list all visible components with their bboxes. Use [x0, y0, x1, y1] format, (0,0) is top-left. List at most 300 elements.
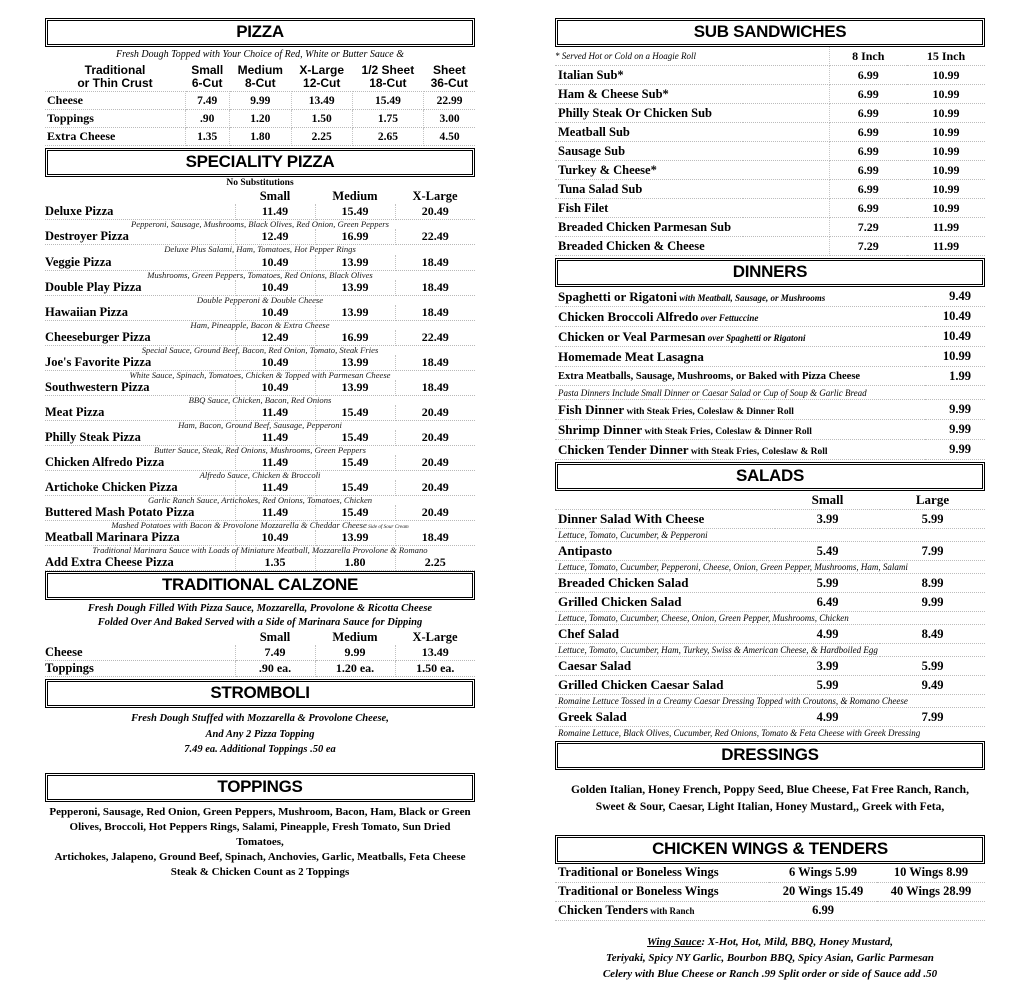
specialty-item-name: Chicken Alfredo Pizza: [45, 455, 235, 471]
table-row: [45, 229, 475, 245]
salads-col-small: Small: [811, 492, 844, 508]
section-banner-specialty: [45, 148, 475, 177]
table-row: [45, 455, 475, 471]
specialty-item-name: Meatball Marinara Pizza: [45, 530, 235, 546]
table-row: Cheese 7.49 9.99 13.49: [45, 645, 475, 661]
dinner-item-subtext: with Meatball, Sausage, or Mushrooms: [676, 292, 826, 303]
table-row: [555, 625, 985, 644]
sub-price-8inch: 6.99: [829, 123, 907, 142]
dressings-body: [555, 770, 985, 817]
sub-price-15inch: 10.99: [907, 180, 985, 199]
table-row-description: [45, 295, 475, 305]
table-row: [555, 237, 985, 256]
toppings-title: TOPPINGS: [47, 775, 473, 800]
sub-price-15inch: 10.99: [907, 85, 985, 104]
specialty-item-name: Joe's Favorite Pizza: [45, 355, 235, 371]
section-banner-stromboli: [45, 679, 475, 708]
subs-col-15inch: 15 Inch: [907, 47, 985, 66]
calzone-caption-2: Folded Over And Baked Served with a Side of Marinara Sauce for Dipping: [97, 617, 423, 629]
table-row-description: [555, 561, 985, 574]
table-row-description: [555, 612, 985, 625]
table-row: [45, 430, 475, 446]
salad-price-small: 3.99: [775, 510, 880, 529]
table-row-description: [45, 245, 475, 255]
toppings-body: [45, 802, 475, 879]
table-row-description: [45, 345, 475, 355]
specialty-price-medium: 13.99: [315, 255, 395, 271]
sub-item-name: Ham & Cheese Sub*: [555, 85, 743, 104]
salad-price-small: 4.99: [775, 625, 880, 644]
dinner-item-price: 9.99: [925, 400, 985, 420]
specialty-item-name: Double Play Pizza: [45, 280, 235, 296]
section-banner-salads: [555, 462, 985, 491]
spacer-cell: [743, 85, 829, 104]
table-row: [45, 405, 475, 421]
specialty-item-name: Destroyer Pizza: [45, 229, 235, 245]
sub-price-15inch: 10.99: [907, 142, 985, 161]
pizza-price-table: [45, 63, 475, 147]
stromboli-line-2: And Any 2 Pizza Topping: [205, 728, 315, 740]
calzone-col-small: Small: [259, 630, 291, 645]
salad-item-description: Lettuce, Tomato, Cucumber, Ham, Turkey, Swiss & American Cheese, & Hardboiled Egg: [558, 645, 878, 656]
salad-item-name: Breaded Chicken Salad: [555, 574, 775, 593]
specialty-price-small: 10.49: [235, 380, 315, 396]
specialty-price-medium: 15.49: [315, 505, 395, 521]
specialty-item-description: Mashed Potatoes with Bacon & Provolone Mozzarella & Cheddar Cheese Side of Sour Cream: [111, 519, 409, 530]
table-row: [555, 542, 985, 561]
specialty-col-xlarge: X-Large: [412, 189, 458, 204]
spacer-cell: [743, 180, 829, 199]
sub-item-name: Turkey & Cheese*: [555, 161, 743, 180]
dinner-extra-price: 1.99: [925, 367, 985, 386]
table-row-description: [45, 220, 475, 230]
table-row: [45, 204, 475, 220]
spacer-cell: [743, 123, 829, 142]
specialty-price-medium: 15.49: [315, 430, 395, 446]
specialty-item-description: Special Sauce, Ground Beef, Bacon, Red Onion, Tomato, Steak Fries: [141, 344, 379, 355]
specialty-price-small: 12.49: [235, 330, 315, 346]
pizza-col-small: Small 6-Cut: [191, 62, 224, 90]
table-row: [555, 104, 985, 123]
subs-col-8inch: 8 Inch: [829, 47, 907, 66]
specialty-price-medium: 16.99: [315, 330, 395, 346]
sub-price-15inch: 11.99: [907, 218, 985, 237]
specialty-price-small: 11.49: [235, 204, 315, 220]
salad-item-description: Lettuce, Tomato, Cucumber, Cheese, Onion, Green Pepper, Mushrooms, Chicken: [558, 613, 849, 624]
section-banner-dressings: [555, 741, 985, 770]
salad-price-large: 9.99: [880, 593, 985, 612]
salad-price-small: 3.99: [775, 657, 880, 676]
table-row: [555, 400, 985, 420]
sub-item-name: Tuna Salad Sub: [555, 180, 743, 199]
pizza-col-medium: Medium 8-Cut: [237, 62, 283, 90]
section-banner-calzone: [45, 571, 475, 600]
sub-price-8inch: 7.29: [829, 218, 907, 237]
sub-price-15inch: 10.99: [907, 66, 985, 85]
pizza-col-crust: Traditional or Thin Crust: [77, 62, 153, 90]
table-row: [45, 530, 475, 546]
table-row: [555, 327, 985, 347]
wings-item-name: Traditional or Boneless Wings: [555, 864, 769, 883]
specialty-price-small: 11.49: [235, 405, 315, 421]
specialty-item-description: Garlic Ranch Sauce, Artichokes, Red Onions, Tomatoes, Chicken: [147, 494, 373, 505]
table-row: [555, 367, 985, 386]
specialty-item-name: Add Extra Cheese Pizza: [45, 555, 235, 571]
specialty-item-description: Double Pepperoni & Double Cheese: [196, 294, 324, 305]
specialty-item-description: Deluxe Plus Salami, Ham, Tomatoes, Hot Pepper Rings: [164, 244, 356, 255]
wing-sauce-label: Wing Sauce: [647, 935, 702, 948]
calzone-title: TRADITIONAL CALZONE: [47, 573, 473, 598]
table-row-description: [555, 644, 985, 657]
toppings-line-2: Olives, Broccoli, Hot Peppers Rings, Salami, Pineapple, Fresh Tomato, Sun Dried Tomatoes,: [69, 821, 451, 848]
table-row: [555, 123, 985, 142]
dinner-item-price: 9.99: [925, 440, 985, 460]
table-row-description: [45, 470, 475, 480]
table-row: [555, 882, 985, 901]
table-row: [45, 330, 475, 346]
table-row-description: [555, 695, 985, 708]
specialty-note: No Substitutions: [226, 178, 294, 189]
subs-title: SUB SANDWICHES: [557, 20, 983, 45]
specialty-item-description: Pepperoni, Sausage, Mushrooms, Black Olives, Red Onion, Green Peppers: [131, 219, 389, 230]
pizza-header-row: [45, 63, 475, 92]
salads-items-table: [555, 509, 985, 739]
table-row: [555, 85, 985, 104]
sub-price-15inch: 10.99: [907, 199, 985, 218]
specialty-col-small: Small: [259, 189, 291, 204]
wings-price-col-1: 6.99: [769, 901, 877, 920]
wings-item-name: Traditional or Boneless Wings: [555, 882, 769, 901]
table-row-description: [45, 270, 475, 280]
table-row-description: [45, 395, 475, 405]
dinner-item-price: 10.99: [925, 347, 985, 367]
specialty-item-description-micro: Side of Sour Cream: [366, 523, 409, 530]
table-row: [555, 593, 985, 612]
dinners-table: [555, 287, 985, 460]
subs-header-row: [555, 47, 985, 66]
salad-price-large: 5.99: [880, 510, 985, 529]
salad-item-name: Grilled Chicken Caesar Salad: [555, 676, 775, 695]
specialty-price-medium: 15.49: [315, 405, 395, 421]
salads-header-table: [555, 491, 985, 509]
specialty-price-small: 11.49: [235, 505, 315, 521]
salad-price-small: 6.49: [775, 593, 880, 612]
stromboli-line-1: Fresh Dough Stuffed with Mozzarella & Provolone Cheese,: [131, 713, 389, 725]
table-row: [45, 255, 475, 271]
salad-price-large: 8.49: [880, 625, 985, 644]
specialty-item-description: Traditional Marinara Sauce with Loads of Miniature Meatball, Mozzarella Provolone & Romano: [92, 545, 428, 556]
wings-price-col-2: [877, 901, 985, 920]
specialty-price-medium: 13.99: [315, 380, 395, 396]
table-row-description: [45, 520, 475, 530]
table-row: [45, 480, 475, 496]
specialty-item-name: Artichoke Chicken Pizza: [45, 480, 235, 496]
stromboli-title: STROMBOLI: [47, 681, 473, 706]
table-row-description: [45, 546, 475, 556]
stromboli-line-3: 7.49 ea. Additional Toppings .50 ea: [184, 743, 336, 755]
dinner-item-name: Chicken or Veal Parmesan over Spaghetti or Rigatoni: [555, 327, 925, 347]
wings-price-col-2: 40 Wings 28.99: [877, 882, 985, 901]
calzone-caption-1: Fresh Dough Filled With Pizza Sauce, Mozzarella, Provolone & Ricotta Cheese: [87, 603, 433, 615]
dinner-item-subtext: with Steak Fries, Coleslaw & Dinner Roll: [642, 426, 812, 437]
specialty-item-name: Buttered Mash Potato Pizza: [45, 505, 235, 521]
pizza-title: PIZZA: [47, 20, 473, 45]
dinner-item-name: Shrimp Dinner with Steak Fries, Coleslaw & Dinner Roll: [555, 420, 925, 440]
wing-sauce-line-3: Celery with Blue Cheese or Ranch .99 Split order or side of Sauce add .50: [602, 967, 938, 980]
specialty-price-xlarge: 18.49: [395, 280, 475, 296]
table-row: [555, 142, 985, 161]
toppings-line-1: Pepperoni, Sausage, Red Onion, Green Peppers, Mushroom, Bacon, Ham, Black or Green: [49, 806, 471, 819]
specialty-item-name: Deluxe Pizza: [45, 204, 235, 220]
sub-price-8inch: 6.99: [829, 199, 907, 218]
table-row: Toppings .90 ea. 1.20 ea. 1.50 ea.: [45, 661, 475, 677]
dinner-item-name: Fish Dinner with Steak Fries, Coleslaw & Dinner Roll: [555, 400, 925, 420]
specialty-price-small: 11.49: [235, 480, 315, 496]
spacer-cell: [45, 630, 235, 645]
pizza-col-sheet: Sheet 36-Cut: [430, 62, 468, 90]
salads-title: SALADS: [557, 464, 983, 489]
salad-price-small: 5.99: [775, 574, 880, 593]
toppings-line-3: Artichokes, Jalapeno, Ground Beef, Spinach, Anchovies, Garlic, Meatballs, Feta Cheese: [54, 850, 466, 863]
pizza-col-xlarge: X-Large 12-Cut: [299, 62, 345, 90]
table-row: [45, 555, 475, 571]
sub-price-15inch: 10.99: [907, 123, 985, 142]
sub-price-8inch: 7.29: [829, 237, 907, 256]
table-row: [555, 676, 985, 695]
salad-price-large: 7.99: [880, 708, 985, 727]
table-row-description: [45, 370, 475, 380]
table-row: [555, 420, 985, 440]
specialty-price-medium: 13.99: [315, 530, 395, 546]
dinner-item-subtext: with Steak Fries, Coleslaw & Dinner Roll: [624, 406, 794, 417]
specialty-price-xlarge: 20.49: [395, 204, 475, 220]
table-row: [555, 901, 985, 920]
sub-price-8inch: 6.99: [829, 104, 907, 123]
subs-items-table: [555, 66, 985, 256]
table-row: [555, 708, 985, 727]
section-banner-toppings: [45, 773, 475, 802]
table-row: Extra Cheese 1.35 1.80 2.25 2.65 4.50: [45, 128, 475, 146]
sub-item-name: Meatball Sub: [555, 123, 743, 142]
dinner-item-subtext: with Steak Fries, Coleslaw & Roll: [688, 446, 828, 457]
sub-price-15inch: 10.99: [907, 104, 985, 123]
table-row: [45, 280, 475, 296]
table-row: [555, 66, 985, 85]
calzone-price-table: [45, 630, 475, 677]
spacer-cell: [743, 104, 829, 123]
wings-price-col-2: 10 Wings 8.99: [877, 864, 985, 883]
specialty-price-xlarge: 18.49: [395, 380, 475, 396]
sub-price-8inch: 6.99: [829, 142, 907, 161]
table-row: [555, 440, 985, 460]
pizza-caption: Fresh Dough Topped with Your Choice of Red, White or Butter Sauce &: [115, 49, 405, 61]
dinner-item-price: 9.49: [925, 287, 985, 307]
spacer-cell: [45, 189, 235, 204]
specialty-price-xlarge: 22.49: [395, 229, 475, 245]
specialty-price-xlarge: 20.49: [395, 405, 475, 421]
specialty-item-name: Meat Pizza: [45, 405, 235, 421]
salad-price-small: 5.49: [775, 542, 880, 561]
salad-price-large: 9.49: [880, 676, 985, 695]
specialty-price-medium: 13.99: [315, 305, 395, 321]
spacer-cell: [555, 491, 775, 509]
table-row: Cheese 7.49 9.99 13.49 15.49 22.99: [45, 92, 475, 110]
right-column: [555, 18, 985, 980]
sub-price-15inch: 11.99: [907, 237, 985, 256]
specialty-price-small: 10.49: [235, 280, 315, 296]
sub-item-name: Philly Steak Or Chicken Sub: [555, 104, 743, 123]
specialty-item-name: Cheeseburger Pizza: [45, 330, 235, 346]
table-row-description: [45, 320, 475, 330]
specialty-item-description: Butter Sauce, Steak, Red Onions, Mushrooms, Green Peppers: [153, 444, 366, 455]
pizza-col-halfsheet: 1/2 Sheet 18-Cut: [361, 62, 415, 90]
specialty-item-description: Alfredo Sauce, Chicken & Broccoli: [199, 469, 321, 480]
dinner-item-price: 10.49: [925, 307, 985, 327]
specialty-price-small: 12.49: [235, 229, 315, 245]
table-row: [555, 864, 985, 883]
specialty-price-xlarge: 20.49: [395, 430, 475, 446]
calzone-header-row: [45, 630, 475, 645]
specialty-item-name: Philly Steak Pizza: [45, 430, 235, 446]
salads-header-row: [555, 491, 985, 509]
dressings-line-2: Sweet & Sour, Caesar, Light Italian, Honey Mustard,, Greek with Feta,: [595, 801, 945, 814]
table-row-description: [555, 529, 985, 542]
specialty-price-medium: 15.49: [315, 455, 395, 471]
wing-sauce-block: [555, 921, 985, 983]
specialty-header-row: [45, 189, 475, 204]
section-banner-wings: [555, 835, 985, 864]
subs-price-table: [555, 47, 985, 66]
dinner-item-name: Chicken Broccoli Alfredo over Fettuccine: [555, 307, 925, 327]
dinner-item-price: 10.49: [925, 327, 985, 347]
dinner-item-name: Homemade Meat Lasagna: [555, 347, 925, 367]
spacer-cell: [743, 161, 829, 180]
specialty-item-description: Ham, Pineapple, Bacon & Extra Cheese: [190, 319, 330, 330]
dinner-item-subtext: over Fettuccine: [698, 312, 759, 323]
dinner-extra-name: Extra Meatballs, Sausage, Mushrooms, or Baked with Pizza Cheese: [555, 367, 925, 386]
specialty-price-small: 10.49: [235, 355, 315, 371]
specialty-col-medium: Medium: [332, 189, 378, 204]
salad-item-description: Lettuce, Tomato, Cucumber, Pepperoni, Cheese, Onion, Green Pepper, Mushrooms, Ham, Salami: [558, 562, 908, 573]
specialty-price-medium: 15.49: [315, 480, 395, 496]
table-row: [45, 505, 475, 521]
table-row: [555, 161, 985, 180]
table-row: [45, 380, 475, 396]
wings-table: [555, 864, 985, 921]
table-row: [555, 218, 985, 237]
specialty-price-small: 10.49: [235, 305, 315, 321]
specialty-price-medium: 16.99: [315, 229, 395, 245]
sub-item-name: Breaded Chicken & Cheese: [555, 237, 743, 256]
spacer-cell: [743, 66, 829, 85]
specialty-price-xlarge: 2.25: [395, 555, 475, 571]
specialty-price-xlarge: 18.49: [395, 255, 475, 271]
specialty-price-medium: 13.99: [315, 280, 395, 296]
specialty-price-small: 10.49: [235, 255, 315, 271]
sub-item-name: Fish Filet: [555, 199, 743, 218]
salad-item-description: Romaine Lettuce Tossed in a Creamy Caesar Dressing Topped with Croutons, & Romano Cheese: [558, 696, 908, 707]
specialty-item-description: Mushrooms, Green Peppers, Tomatoes, Red Onions, Black Olives: [147, 269, 373, 280]
table-row-note: [555, 386, 985, 400]
wing-sauce-line-2: Teriyaki, Spicy NY Garlic, Bourbon BBQ, Spicy Asian, Garlic Parmesan: [606, 951, 934, 964]
table-row: [555, 574, 985, 593]
sub-item-name: Breaded Chicken Parmesan Sub: [555, 218, 743, 237]
wings-title: CHICKEN WINGS & TENDERS: [557, 837, 983, 862]
table-row: [555, 199, 985, 218]
sub-price-8inch: 6.99: [829, 180, 907, 199]
salad-item-description: Lettuce, Tomato, Cucumber, & Pepperoni: [558, 530, 708, 541]
specialty-item-description: BBQ Sauce, Chicken, Bacon, Red Onions: [188, 394, 332, 405]
specialty-price-xlarge: 22.49: [395, 330, 475, 346]
salad-price-large: 7.99: [880, 542, 985, 561]
salad-item-name: Dinner Salad With Cheese: [555, 510, 775, 529]
dressings-title: DRESSINGS: [557, 743, 983, 768]
section-banner-pizza: [45, 18, 475, 47]
wings-price-col-1: 6 Wings 5.99: [769, 864, 877, 883]
wings-price-col-1: 20 Wings 15.49: [769, 882, 877, 901]
specialty-item-description: White Sauce, Spinach, Tomatoes, Chicken & Topped with Parmesan Cheese: [129, 369, 391, 380]
toppings-line-4: Steak & Chicken Count as 2 Toppings: [170, 865, 350, 878]
specialty-price-small: 11.49: [235, 430, 315, 446]
specialty-price-xlarge: 18.49: [395, 355, 475, 371]
specialty-price-medium: 13.99: [315, 355, 395, 371]
salad-price-small: 5.99: [775, 676, 880, 695]
table-row: Toppings .90 1.20 1.50 1.75 3.00: [45, 110, 475, 128]
dinner-item-name: Spaghetti or Rigatoni with Meatball, Sausage, or Mushrooms: [555, 287, 925, 307]
specialty-price-table: [45, 189, 475, 571]
salad-price-small: 4.99: [775, 708, 880, 727]
specialty-price-small: 1.35: [235, 555, 315, 571]
sub-item-name: Italian Sub*: [555, 66, 743, 85]
spacer-cell: [743, 47, 829, 66]
calzone-col-medium: Medium: [332, 630, 378, 645]
table-row-description: [45, 445, 475, 455]
subs-note: * Served Hot or Cold on a Hoagie Roll: [555, 47, 743, 66]
wing-sauce-line-1: [555, 935, 985, 951]
left-column: [45, 18, 475, 878]
table-row: [555, 180, 985, 199]
table-row: [555, 657, 985, 676]
table-row-description: [555, 727, 985, 740]
sub-price-8inch: 6.99: [829, 66, 907, 85]
table-row: [555, 287, 985, 307]
table-row: [45, 355, 475, 371]
specialty-price-small: 11.49: [235, 455, 315, 471]
dressings-line-1: Golden Italian, Honey French, Poppy Seed, Blue Cheese, Fat Free Ranch, Ranch,: [571, 784, 969, 797]
specialty-title: SPECIALITY PIZZA: [47, 150, 473, 175]
section-banner-subs: [555, 18, 985, 47]
specialty-price-medium: 1.80: [315, 555, 395, 571]
sub-item-name: Sausage Sub: [555, 142, 743, 161]
sub-price-8inch: 6.99: [829, 85, 907, 104]
specialty-item-name: Southwestern Pizza: [45, 380, 235, 396]
salad-item-name: Greek Salad: [555, 708, 775, 727]
salad-item-name: Caesar Salad: [555, 657, 775, 676]
salad-item-name: Antipasto: [555, 542, 775, 561]
salad-price-large: 8.99: [880, 574, 985, 593]
wings-item-subtext: with Ranch: [647, 906, 695, 917]
dinners-title: DINNERS: [557, 260, 983, 285]
spacer-cell: [743, 142, 829, 161]
dinner-item-name: Chicken Tender Dinner with Steak Fries, Coleslaw & Roll: [555, 440, 925, 460]
calzone-col-xlarge: X-Large: [412, 630, 458, 645]
sub-price-15inch: 10.99: [907, 161, 985, 180]
specialty-price-xlarge: 18.49: [395, 305, 475, 321]
wings-item-name: Chicken Tenders with Ranch: [555, 901, 769, 920]
sub-price-8inch: 6.99: [829, 161, 907, 180]
specialty-price-xlarge: 20.49: [395, 480, 475, 496]
specialty-price-xlarge: 20.49: [395, 505, 475, 521]
